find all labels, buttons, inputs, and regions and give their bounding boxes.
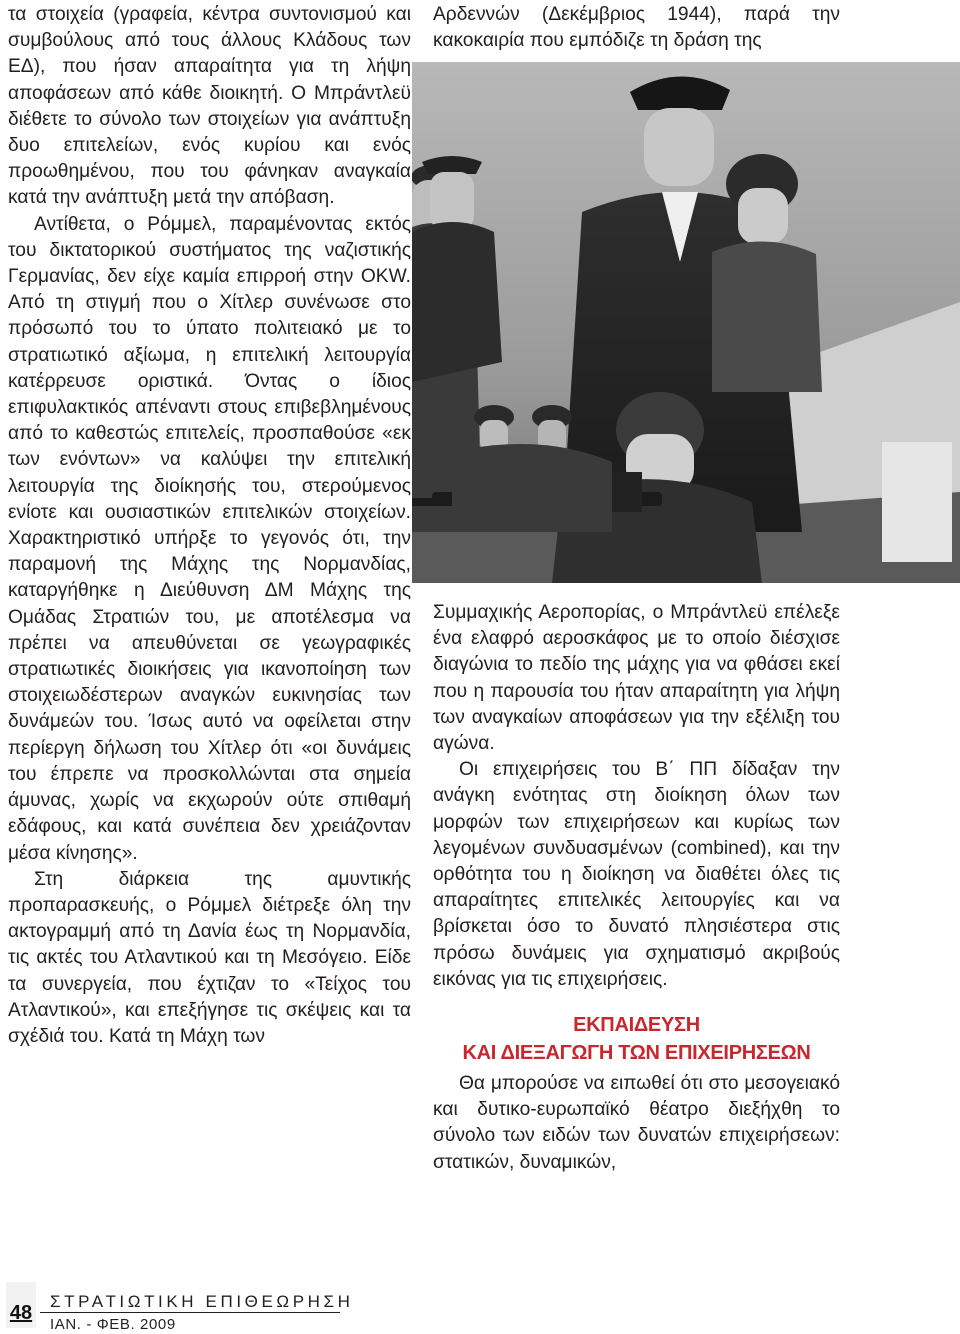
historical-photograph [412,62,960,583]
magazine-title: ΣΤΡΑΤΙΩΤΙΚΗ ΕΠΙΘΕΩΡΗΣΗ [50,1292,354,1311]
body-paragraph: Συμμαχικής Αεροπορίας, ο Μπράντλεϋ επέλεξε ένα ελαφρό αεροσκάφος με το οποίο διέσχισε διαγώνια το πεδίο της μάχης για να φθάσει εκεί που η παρουσία του ήταν απαραίτητη για λήψη των αναγκαίων αποφάσεων για την εξέλιξη του αγώνα. [433,602,840,755]
page-number: 48 [9,1302,33,1324]
section-heading [433,1011,840,1067]
body-paragraph: Αντίθετα, ο Ρόμμελ, παραμένοντας εκτός του δικτατορικού συστήματος της ναζιστικής Γερμανίας, δεν είχε καμία επιρροή στην OKW. Από τη στιγμή που ο Χίτλερ συνένωσε στο πρόσωπό του το ύπατο πολιτειακό με το στρατιωτικό αξίωμα, η επιτελική λειτουργία κατέρρευσε οριστικά. Όντας ο ίδιος επιφυλακτικός απέναντι στους επιβεβλημένους από το καθεστώς επιτελείς, προσπαθούσε «εκ των ενόντων» να καλύψει την επιτελική λειτουργία της διοίκησής του, στερούμενος ενίοτε και ουσιαστικών επιτελικών στοιχείων. Χαρακτηριστικό υπήρξε το γεγονός ότι, την παραμονή της Μάχης της Νορμανδίας, καταργήθηκε η Διεύθυνση ΔΜ Μάχης της Ομάδας Στρατιών του, με αποτέλεσμα να πρέπει να απευθύνεται σε γεωγραφικές στρατιωτικές διοικήσεις για ικανοποίηση των στοιχειωδέστερων αναγκών ευκινησίας των δυνάμεών του. Ίσως αυτό να οφείλεται στην περίεργη δήλωση του Χίτλερ ότι «οι δυνάμεις του έπρεπε να προσκολλώνται στα σημεία άμυνας, χωρίς να εκχωρούν ούτε σπιθαμή εδάφους, και κατά συνέπεια δεν χρειάζονταν μέσα κίνησης». [8,213,411,864]
body-paragraph: Οι επιχειρήσεις του Β΄ ΠΠ δίδαξαν την ανάγκη ενότητας στη διοίκηση όλων των μορφών των επιχειρήσεων και κυρίως των λεγομένων συνδυασμένων (combined), και την ορθότητα του η διοίκηση να διαθέτει όλες τις απαραίτητες επιτελικές λειτουργίες και να βρίσκεται όσο το δυνατό πλησιέστερα στις πρόσω δυνάμεις για σχηματισμό ακριβούς εικόνας για τις επιχειρήσεις. [433,759,840,990]
issue-date: ΙΑΝ. - ΦΕΒ. 2009 [50,1316,176,1333]
soldiers-photo-illustration [412,62,960,583]
body-paragraph: τα στοιχεία (γραφεία, κέντρα συντονισμού και συμβούλους από τους άλλους Κλάδους των ΕΔ), που ήσαν απαραίτητα για τη λήψη αποφάσεων από κάθε διοικητή. Ο Μπράντλεϋ διέθετε το σύνολο των στοιχείων για ανάπτυξη δυο επιτελείων, ενός κυρίου και ενός προωθημένου, που του φάνηκαν αναγκαία κατά την ανάπτυξη μετά την απόβαση. [8,4,411,209]
body-paragraph: Θα μπορούσε να ειπωθεί ότι στο μεσογειακό και δυτικο-ευρωπαϊκό θέατρο διεξήχθη το σύνολο των ειδών των δυνατών επιχειρήσεων: στατικών, δυναμικών, [433,1073,840,1173]
right-text-column-bottom [433,600,840,1176]
section-heading-line: ΚΑΙ ΔΙΕΞΑΓΩΓΗ ΤΩΝ ΕΠΙΧΕΙΡΗΣΕΩΝ [462,1042,811,1065]
left-text-column [8,2,411,1050]
body-paragraph: Αρδεννών (Δεκέμβριος 1944), παρά την κακοκαιρία που εμπόδιζε τη δράση της [433,4,840,52]
section-heading-line: ΕΚΠΑΙΔΕΥΣΗ [573,1014,700,1037]
right-text-column-top [433,2,840,54]
footer-divider [40,1312,340,1313]
body-paragraph: Στη διάρκεια της αμυντικής προπαρασκευής, ο Ρόμμελ διέτρεξε όλη την ακτογραμμή από τη Δανία έως τη Νορμανδία, τις ακτές του Ατλαντικού και τη Μεσόγειο. Είδε τα συνεργεία, που έχτιζαν το «Τείχος του Ατλαντικού», και επεξήγησε τις σκέψεις και τα σχέδιά του. Κατά τη Μάχη των [8,868,411,1047]
page-number-box [6,1282,36,1328]
page-footer [0,1272,960,1334]
